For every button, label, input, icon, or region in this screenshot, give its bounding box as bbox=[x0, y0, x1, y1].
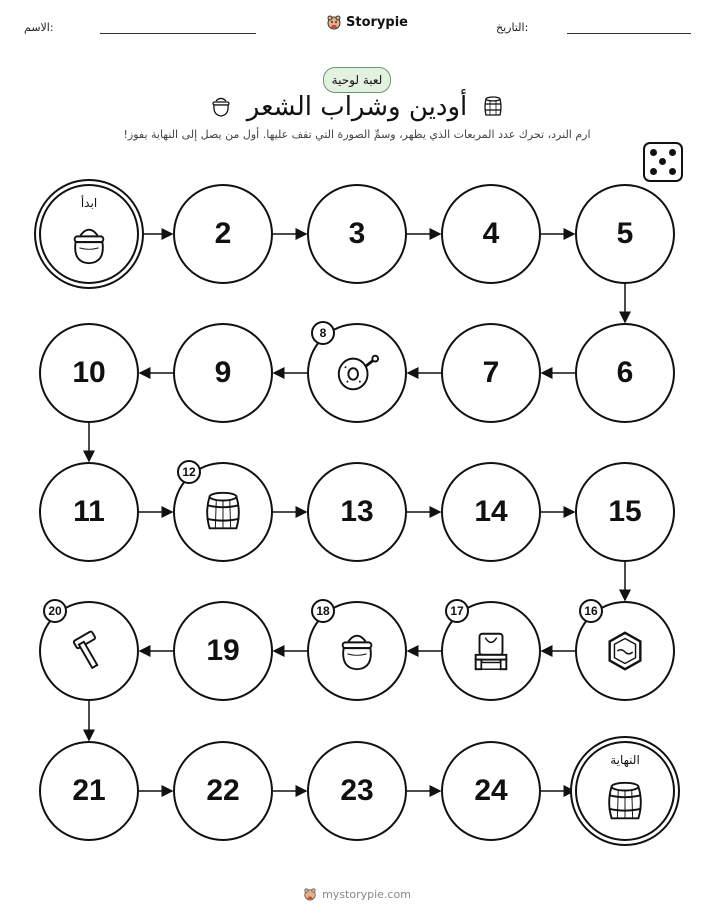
board-space-9[interactable] bbox=[173, 323, 273, 423]
space-number-badge: 17 bbox=[445, 599, 469, 623]
board-space-4[interactable] bbox=[441, 184, 541, 284]
space-number: 14 bbox=[474, 495, 508, 528]
board-space-7[interactable] bbox=[441, 323, 541, 423]
board-space-19[interactable] bbox=[173, 601, 273, 701]
board-space-16[interactable] bbox=[575, 601, 675, 701]
space-number: 9 bbox=[214, 356, 232, 389]
space-number: 3 bbox=[348, 217, 366, 250]
start-space[interactable] bbox=[39, 184, 139, 284]
space-number: 7 bbox=[482, 356, 500, 389]
start-label: ابدأ bbox=[80, 196, 98, 210]
space-number: 5 bbox=[616, 217, 634, 250]
barrel-icon bbox=[200, 489, 246, 535]
cauldron-icon bbox=[66, 222, 112, 268]
board-space-24[interactable] bbox=[441, 741, 541, 841]
space-number: 19 bbox=[206, 634, 240, 667]
finish-label: النهاية bbox=[610, 753, 640, 767]
game-type-badge: لعبة لوحية bbox=[323, 67, 391, 93]
space-number: 2 bbox=[214, 217, 232, 250]
board-space-23[interactable] bbox=[307, 741, 407, 841]
board-space-17[interactable] bbox=[441, 601, 541, 701]
cauldron-icon bbox=[334, 628, 380, 674]
board-space-8[interactable] bbox=[307, 323, 407, 423]
space-number: 6 bbox=[616, 356, 634, 389]
honeycomb-icon bbox=[602, 628, 648, 674]
space-number: 21 bbox=[72, 774, 106, 807]
board-space-3[interactable] bbox=[307, 184, 407, 284]
barrel-icon bbox=[602, 779, 648, 825]
board-space-13[interactable] bbox=[307, 462, 407, 562]
brand-name: Storypie bbox=[346, 14, 408, 30]
space-number: 10 bbox=[72, 356, 106, 389]
grindstone-icon bbox=[334, 350, 380, 396]
space-number: 4 bbox=[482, 217, 500, 250]
space-number-badge: 16 bbox=[579, 599, 603, 623]
board-space-15[interactable] bbox=[575, 462, 675, 562]
hammer-icon bbox=[66, 628, 112, 674]
board-space-6[interactable] bbox=[575, 323, 675, 423]
space-number-badge: 12 bbox=[177, 460, 201, 484]
space-number-badge: 20 bbox=[43, 599, 67, 623]
date-label: التاريخ: bbox=[496, 21, 529, 34]
instructions: ارم النرد، تحرك عدد المربعات الذي يظهر، وسمِّ الصورة التي تقف عليها. أول من يصل إلى النهاية يفوز! bbox=[123, 128, 591, 141]
space-number: 11 bbox=[73, 495, 105, 528]
name-label: الاسم: bbox=[24, 21, 54, 34]
board-space-11[interactable] bbox=[39, 462, 139, 562]
board-space-2[interactable] bbox=[173, 184, 273, 284]
space-number-badge: 8 bbox=[311, 321, 335, 345]
space-number: 22 bbox=[206, 774, 240, 807]
board-space-5[interactable] bbox=[575, 184, 675, 284]
space-number-badge: 18 bbox=[311, 599, 335, 623]
space-number: 24 bbox=[474, 774, 508, 807]
throne-icon bbox=[468, 628, 514, 674]
footer-url: mystorypie.com bbox=[322, 887, 411, 901]
storypie-logo-icon bbox=[303, 887, 317, 901]
board-space-14[interactable] bbox=[441, 462, 541, 562]
space-number: 15 bbox=[608, 495, 642, 528]
board-space-22[interactable] bbox=[173, 741, 273, 841]
board-space-12[interactable] bbox=[173, 462, 273, 562]
space-number: 23 bbox=[340, 774, 374, 807]
board-space-10[interactable] bbox=[39, 323, 139, 423]
board-space-18[interactable] bbox=[307, 601, 407, 701]
page-title: أودين وشراب الشعر bbox=[246, 92, 468, 122]
footer bbox=[0, 887, 714, 901]
space-number: 13 bbox=[340, 495, 374, 528]
finish-space[interactable] bbox=[575, 741, 675, 841]
board-space-21[interactable] bbox=[39, 741, 139, 841]
board-space-20[interactable] bbox=[39, 601, 139, 701]
